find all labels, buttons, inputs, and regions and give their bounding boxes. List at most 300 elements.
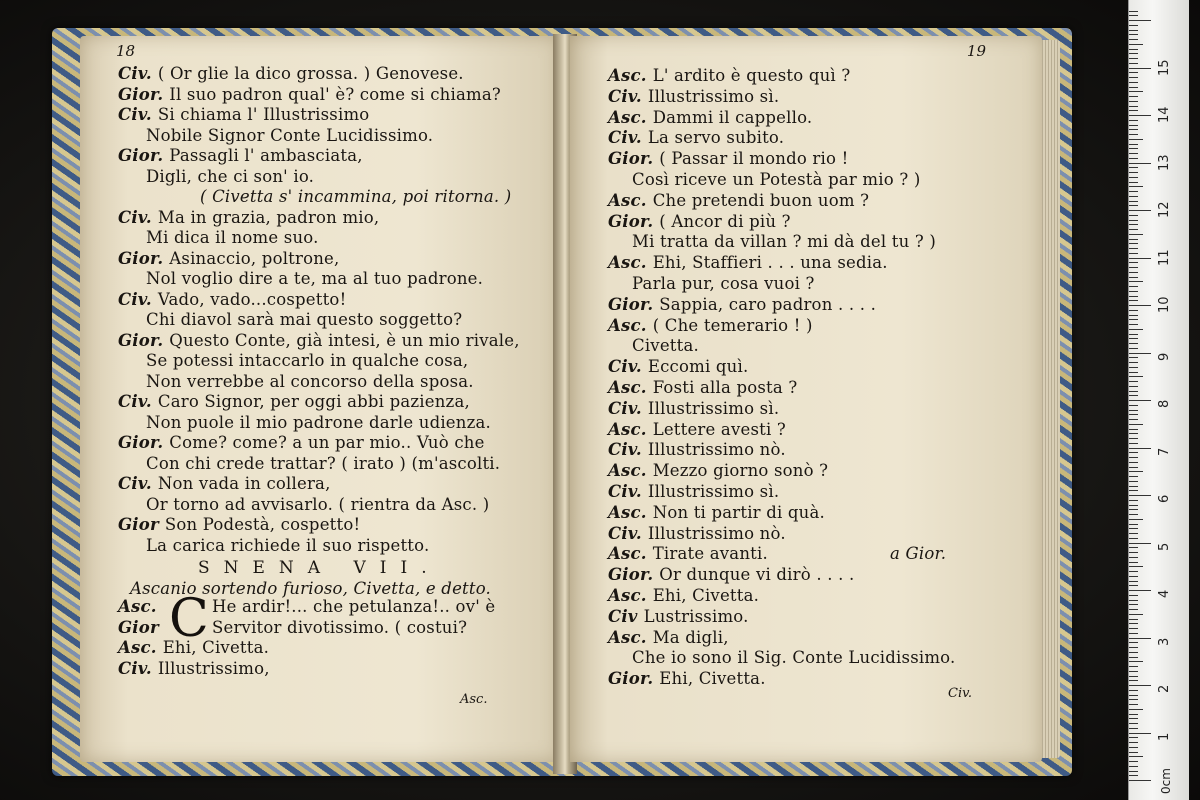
ruler-tick — [1129, 196, 1138, 197]
ruler-tick — [1129, 543, 1151, 544]
ruler-tick — [1129, 391, 1138, 392]
ruler-label: 13 — [1157, 153, 1172, 171]
ruler-tick — [1129, 775, 1138, 776]
dialogue-line — [118, 597, 495, 617]
speaker-label: Gior. — [608, 149, 654, 169]
dialogue-line — [118, 618, 467, 638]
ruler-tick — [1129, 357, 1138, 358]
ruler-tick — [1129, 106, 1138, 107]
ruler-tick — [1129, 191, 1138, 192]
ruler-tick — [1129, 552, 1138, 553]
dialogue-text: Dammi il cappello. — [652, 107, 813, 127]
page-edges — [1040, 40, 1060, 758]
ruler-tick — [1129, 315, 1138, 316]
ruler-tick — [1129, 780, 1151, 781]
dialogue-line — [118, 249, 339, 269]
dialogue-text: He ardir!... che petulanza!.. ov' è — [212, 597, 496, 616]
dialogue-line — [118, 474, 331, 494]
ruler-tick — [1129, 524, 1138, 525]
ruler-tick — [1129, 414, 1138, 415]
speaker-label: Gior. — [118, 433, 164, 452]
dialogue-text: Così riceve un Potestà par mio ? ) — [632, 170, 921, 189]
ruler-label: 9 — [1157, 352, 1172, 361]
speaker-label: Asc. — [608, 378, 647, 397]
ruler-tick — [1129, 742, 1138, 743]
dialogue-text: Ehi, Staffieri . . . una sedia. — [652, 253, 888, 273]
dialogue-text: Si chiama l' Illustrissimo — [157, 105, 370, 124]
dialogue-line — [146, 413, 491, 433]
ruler-tick — [1129, 695, 1138, 696]
ruler-tick — [1129, 405, 1138, 406]
dialogue-line — [118, 208, 379, 228]
speaker-label: Asc. — [608, 419, 647, 439]
speaker-label: Civ. — [118, 474, 152, 493]
dialogue-text: Questo Conte, già intesi, è un mio rivale, — [169, 330, 520, 350]
dialogue-line — [632, 170, 920, 190]
dialogue-line — [146, 310, 462, 330]
ruler-tick — [1129, 462, 1138, 463]
dialogue-line — [146, 536, 429, 556]
speaker-label: Asc. — [608, 627, 647, 647]
dialogue-text: Che io sono il Sig. Conte Lucidissimo. — [632, 648, 956, 668]
ruler-tick — [1129, 334, 1138, 335]
dialogue-text: Sappia, caro padron . . . . — [659, 294, 877, 314]
ruler-tick — [1129, 576, 1138, 577]
ruler-label: 3 — [1157, 637, 1172, 646]
ruler-tick — [1129, 704, 1138, 705]
ruler-tick — [1129, 72, 1138, 73]
ruler-label: 12 — [1157, 201, 1172, 218]
dialogue-line — [632, 274, 815, 294]
ruler-tick — [1129, 367, 1138, 368]
ruler-tick — [1129, 167, 1138, 168]
ruler-tick — [1129, 766, 1138, 767]
dialogue-text: Illustrissimo nò. — [647, 523, 786, 543]
dialogue-text: Con chi crede trattar? ( irato ) (m'ascolti. — [146, 453, 501, 473]
speaker-label: Civ. — [608, 86, 642, 106]
speaker-label: Gior. — [118, 248, 164, 268]
ruler-tick — [1129, 424, 1143, 425]
ruler-unit: 0cm — [1159, 768, 1173, 794]
dialogue-text: Asinaccio, poltrone, — [169, 248, 340, 268]
dialogue-line — [118, 392, 470, 412]
ruler-tick — [1129, 476, 1138, 477]
ruler-tick — [1129, 49, 1138, 50]
ruler-tick — [1129, 243, 1138, 244]
dialogue-line — [632, 336, 699, 356]
dialogue-line — [608, 108, 812, 128]
dialogue-text: Non verrebbe al concorso della sposa. — [146, 371, 474, 391]
ruler-tick — [1129, 623, 1138, 624]
ruler-tick — [1129, 728, 1138, 729]
dialogue-line — [608, 149, 848, 169]
catchword: Civ. — [948, 686, 973, 701]
ruler-label: 6 — [1157, 494, 1172, 503]
ruler-tick — [1129, 718, 1138, 719]
ruler-tick — [1129, 433, 1138, 434]
ruler-tick — [1129, 747, 1138, 748]
speaker-label: Gior — [118, 617, 159, 637]
page-number: 19 — [966, 42, 986, 60]
ruler-tick — [1129, 82, 1138, 83]
ruler-tick — [1129, 557, 1138, 558]
ruler-tick — [1129, 671, 1138, 672]
speaker-label: Civ. — [118, 289, 152, 309]
ruler-tick — [1129, 253, 1138, 254]
speaker-label: Civ. — [118, 658, 152, 678]
dialogue-line — [608, 482, 779, 502]
speaker-label: Asc. — [608, 586, 647, 605]
dialogue-line — [608, 503, 825, 523]
ruler-label: 8 — [1157, 399, 1172, 408]
dialogue-text: ( Or glie la dico grossa. ) Genovese. — [157, 64, 464, 83]
ruler-tick — [1129, 628, 1138, 629]
ruler-tick — [1129, 604, 1138, 605]
dialogue-line — [146, 126, 433, 146]
dialogue-line — [118, 433, 485, 453]
dialogue-text: Che pretendi buon uom ? — [652, 190, 870, 210]
ruler-tick — [1129, 756, 1143, 757]
dialogue-text: Il suo padron qual' è? come si chiama? — [169, 84, 501, 104]
dialogue-text: Eccomi quì. — [647, 357, 749, 377]
page-number: 18 — [116, 42, 136, 60]
ruler-tick — [1129, 571, 1138, 572]
dialogue-text: Fosti alla posta ? — [652, 378, 798, 397]
ruler-label: 2 — [1157, 684, 1172, 693]
ruler-tick — [1129, 771, 1138, 772]
speaker-label: Civ — [608, 606, 638, 626]
ruler-tick — [1129, 239, 1138, 240]
ruler-tick — [1129, 115, 1151, 116]
ruler-tick — [1129, 210, 1151, 211]
ruler-tick — [1129, 481, 1138, 482]
ruler-tick — [1129, 44, 1143, 45]
ruler-tick — [1129, 514, 1138, 515]
dialogue-line — [146, 228, 319, 248]
drop-cap: C — [169, 589, 209, 649]
ruler-tick — [1129, 372, 1138, 373]
ruler-tick — [1129, 277, 1138, 278]
speaker-label: Asc. — [608, 502, 647, 522]
speaker-label: Civ. — [118, 105, 152, 124]
ruler-tick — [1129, 443, 1138, 444]
ruler-tick — [1129, 34, 1138, 35]
right-page — [570, 36, 1042, 762]
ruler-tick — [1129, 120, 1138, 121]
ruler-tick — [1129, 566, 1143, 567]
ruler-tick — [1129, 600, 1138, 601]
speaker-label: Civ. — [118, 64, 152, 83]
ruler-tick — [1129, 291, 1138, 292]
ruler-tick — [1129, 562, 1138, 563]
dialogue-text: Ehi, Civetta. — [652, 586, 760, 605]
aside-direction: a Gior. — [890, 544, 947, 564]
speaker-label: Gior. — [608, 565, 654, 585]
ruler-tick — [1129, 310, 1138, 311]
stage-direction: Ascanio sortendo furioso, Civetta, e detto. — [130, 578, 491, 598]
ruler-label: 1 — [1157, 732, 1172, 741]
dialogue-text: Mezzo giorno sonò ? — [652, 461, 829, 481]
ruler-tick — [1129, 486, 1138, 487]
ruler-tick — [1129, 15, 1138, 16]
dialogue-text: Mi dica il nome suo. — [146, 228, 319, 247]
ruler-tick — [1129, 139, 1143, 140]
ruler-tick — [1129, 286, 1138, 287]
ruler-tick — [1129, 419, 1138, 420]
ruler-tick — [1129, 452, 1138, 453]
ruler-tick — [1129, 533, 1138, 534]
ruler-tick — [1129, 495, 1151, 496]
ruler-tick — [1129, 471, 1143, 472]
speaker-label: Asc. — [608, 544, 647, 564]
ruler-tick — [1129, 177, 1138, 178]
ruler-tick — [1129, 272, 1138, 273]
speaker-label: Gior. — [608, 294, 654, 314]
ruler-tick — [1129, 329, 1143, 330]
dialogue-text: ( Civetta s' incammina, poi ritorna. ) — [200, 187, 512, 206]
ruler-tick — [1129, 638, 1151, 639]
dialogue-line — [608, 191, 869, 211]
ruler-tick — [1129, 300, 1138, 301]
dialogue-text: Come? come? a un par mio.. Vuò che — [169, 433, 485, 452]
dialogue-text: ( Ancor di più ? — [659, 211, 791, 231]
ruler-tick — [1129, 281, 1143, 282]
ruler-tick — [1129, 438, 1138, 439]
dialogue-text: Vado, vado...cospetto! — [157, 289, 347, 309]
ruler-tick — [1129, 262, 1138, 263]
dialogue-line — [118, 146, 363, 166]
dialogue-line — [608, 565, 854, 585]
dialogue-text: La servo subito. — [647, 128, 785, 148]
dialogue-line — [632, 232, 936, 252]
ruler-tick — [1129, 652, 1138, 653]
dialogue-text: L' ardito è questo quì ? — [652, 66, 851, 85]
dialogue-line — [608, 378, 797, 398]
dialogue-text: Lettere avesti ? — [652, 419, 786, 439]
dialogue-text: Or torno ad avvisarlo. ( rientra da Asc. ) — [146, 494, 490, 514]
dialogue-text: La carica richiede il suo rispetto. — [146, 535, 430, 555]
dialogue-text: Digli, che ci son' io. — [146, 166, 315, 186]
dialogue-text: Illustrissimo sì. — [647, 482, 780, 501]
ruler-tick — [1129, 87, 1138, 88]
scene-heading: SNENA VII. — [198, 558, 441, 578]
speaker-label: Gior. — [608, 669, 654, 689]
ruler-tick — [1129, 338, 1138, 339]
ruler-tick — [1129, 30, 1138, 31]
measuring-ruler — [1128, 0, 1189, 800]
dialogue-text: Civetta. — [632, 336, 699, 356]
speaker-label: Asc. — [608, 107, 647, 127]
ruler-tick — [1129, 519, 1143, 520]
ruler-tick — [1129, 709, 1143, 710]
dialogue-text: Or dunque vi dirò . . . . — [659, 565, 855, 585]
dialogue-line — [608, 607, 749, 627]
ruler-tick — [1129, 500, 1138, 501]
ruler-tick — [1129, 205, 1138, 206]
speaker-label: Gior. — [118, 330, 164, 350]
dialogue-line — [118, 638, 269, 658]
dialogue-text: Parla pur, cosa vuoi ? — [632, 274, 815, 293]
ruler-tick — [1129, 505, 1138, 506]
dialogue-line — [118, 64, 464, 84]
dialogue-line — [608, 586, 759, 606]
ruler-tick — [1129, 129, 1138, 130]
ruler-tick — [1129, 148, 1138, 149]
dialogue-line — [118, 85, 501, 105]
dialogue-text: Chi diavol sarà mai questo soggetto? — [146, 310, 463, 329]
dialogue-line — [118, 515, 360, 535]
ruler-tick — [1129, 229, 1138, 230]
speaker-label: Asc. — [608, 190, 647, 210]
ruler-tick — [1129, 343, 1138, 344]
ruler-label: 4 — [1157, 589, 1172, 598]
ruler-tick — [1129, 125, 1138, 126]
ruler-tick — [1129, 400, 1151, 401]
ruler-tick — [1129, 528, 1138, 529]
ruler-tick — [1129, 348, 1138, 349]
ruler-tick — [1129, 448, 1151, 449]
ruler-tick — [1129, 220, 1138, 221]
speaker-label: Civ. — [608, 523, 642, 543]
speaker-label: Asc. — [118, 638, 157, 657]
ruler-tick — [1129, 25, 1138, 26]
speaker-label: Asc. — [608, 315, 647, 335]
ruler-tick — [1129, 58, 1138, 59]
ruler-tick — [1129, 186, 1143, 187]
dialogue-line — [608, 524, 786, 544]
ruler-label: 14 — [1157, 106, 1172, 123]
ruler-tick — [1129, 752, 1138, 753]
ruler-tick — [1129, 381, 1138, 382]
ruler-tick — [1129, 258, 1151, 259]
ruler-tick — [1129, 153, 1138, 154]
dialogue-text: Illustrissimo nò. — [647, 440, 786, 460]
ruler-tick — [1129, 680, 1138, 681]
ruler-tick — [1129, 324, 1138, 325]
ruler-tick — [1129, 386, 1138, 387]
dialogue-text: Nol voglio dire a te, ma al tuo padrone. — [146, 269, 484, 288]
ruler-tick — [1129, 581, 1138, 582]
dialogue-text: Servitor divotissimo. ( costui? — [212, 617, 468, 637]
ruler-tick — [1129, 201, 1138, 202]
dialogue-line — [608, 357, 748, 377]
ruler-tick — [1129, 761, 1138, 762]
ruler-tick — [1129, 490, 1138, 491]
dialogue-text: Mi tratta da villan ? mi dà del tu ? ) — [632, 232, 937, 252]
ruler-tick — [1129, 296, 1138, 297]
speaker-label: Gior. — [608, 211, 654, 231]
dialogue-text: ( Passar il mondo rio ! — [659, 149, 849, 169]
ruler-tick — [1129, 642, 1138, 643]
dialogue-line — [146, 372, 474, 392]
ruler-tick — [1129, 595, 1138, 596]
ruler-tick — [1129, 690, 1138, 691]
speaker-label: Civ. — [608, 357, 642, 377]
ruler-tick — [1129, 163, 1151, 164]
dialogue-line — [608, 212, 791, 232]
speaker-label: Civ. — [118, 392, 152, 411]
ruler-tick — [1129, 39, 1138, 40]
ruler-tick — [1129, 91, 1143, 92]
dialogue-text: ( Che temerario ! ) — [652, 315, 813, 335]
ruler-tick — [1129, 647, 1138, 648]
dialogue-line — [608, 66, 850, 86]
ruler-tick — [1129, 699, 1138, 700]
dialogue-line — [146, 167, 314, 187]
dialogue-text: Tirate avanti. — [652, 544, 768, 564]
dialogue-line — [200, 187, 511, 207]
dialogue-text: Non ti partir di quà. — [652, 502, 825, 522]
dialogue-line — [608, 628, 729, 648]
speaker-label: Gior — [118, 515, 159, 534]
speaker-label: Civ. — [608, 482, 642, 501]
ruler-tick — [1129, 53, 1138, 54]
ruler-tick — [1129, 11, 1138, 12]
ruler-tick — [1129, 676, 1138, 677]
speaker-label: Asc. — [608, 66, 647, 85]
ruler-tick — [1129, 215, 1138, 216]
ruler-tick — [1129, 182, 1138, 183]
ruler-label: 10 — [1157, 296, 1172, 313]
ruler-tick — [1129, 77, 1138, 78]
ruler-tick — [1129, 685, 1151, 686]
ruler-tick — [1129, 20, 1151, 21]
dialogue-text: Son Podestà, cospetto! — [164, 515, 361, 534]
speaker-label: Civ. — [608, 440, 642, 460]
ruler-tick — [1129, 68, 1151, 69]
ruler-tick — [1129, 457, 1138, 458]
ruler-tick — [1129, 410, 1138, 411]
dialogue-line — [608, 544, 768, 564]
ruler-tick — [1129, 714, 1138, 715]
dialogue-text: Passagli l' ambasciata, — [169, 146, 363, 165]
dialogue-text: Illustrissimo sì. — [647, 86, 780, 106]
speaker-label: Civ. — [608, 128, 642, 148]
dialogue-line — [118, 659, 270, 679]
dialogue-line — [118, 331, 520, 351]
dialogue-text: Ehi, Civetta. — [162, 638, 270, 657]
ruler-tick — [1129, 723, 1138, 724]
ruler-tick — [1129, 63, 1138, 64]
ruler-tick — [1129, 134, 1138, 135]
ruler-label: 5 — [1157, 542, 1172, 551]
dialogue-line — [608, 440, 786, 460]
dialogue-line — [608, 87, 779, 107]
ruler-tick — [1129, 234, 1143, 235]
dialogue-text: Ma digli, — [652, 627, 729, 647]
dialogue-line — [118, 290, 346, 310]
ruler-tick — [1129, 353, 1151, 354]
dialogue-text: Caro Signor, per oggi abbi pazienza, — [157, 392, 470, 411]
catchword: Asc. — [460, 692, 488, 707]
ruler-tick — [1129, 376, 1143, 377]
ruler-tick — [1129, 547, 1138, 548]
speaker-label: Gior. — [118, 146, 164, 165]
ruler-tick — [1129, 305, 1151, 306]
dialogue-line — [118, 105, 369, 125]
ruler-tick — [1129, 101, 1138, 102]
ruler-tick — [1129, 661, 1143, 662]
dialogue-line — [608, 420, 786, 440]
speaker-label: Asc. — [608, 461, 647, 481]
ruler-tick — [1129, 585, 1138, 586]
ruler-tick — [1129, 395, 1138, 396]
dialogue-line — [146, 269, 483, 289]
ruler-label: 11 — [1157, 248, 1172, 266]
ruler-tick — [1129, 737, 1138, 738]
left-page — [80, 36, 560, 762]
dialogue-line — [608, 295, 876, 315]
